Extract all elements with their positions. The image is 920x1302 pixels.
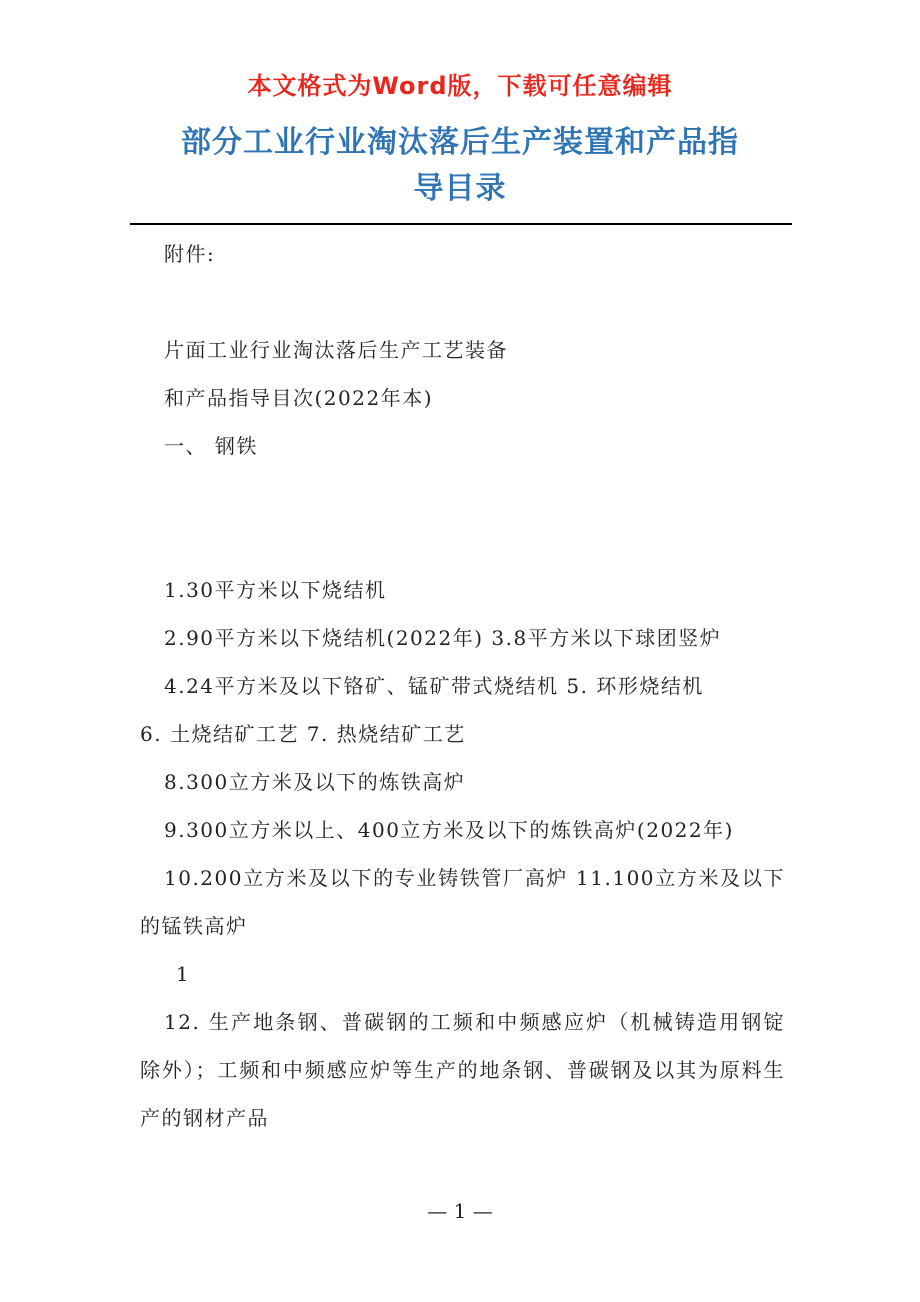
list-item: 10.200立方米及以下的专业铸铁管厂高炉 11.100立方米及以下的锰铁高炉 xyxy=(140,866,785,938)
word-format-banner: 本文格式为Word版，下载可任意编辑 xyxy=(247,72,673,100)
subtitle-line-2: 和产品指导目次(2022年本) xyxy=(164,386,434,410)
page-footer-number: — 1 — xyxy=(427,1199,493,1223)
list-item: 9.300立方米以上、400立方米及以下的炼铁高炉(2022年) xyxy=(164,818,734,842)
spacer xyxy=(140,470,785,566)
list-item: 6. 土烧结矿工艺 7. 热烧结矿工艺 xyxy=(140,722,466,746)
spacer xyxy=(140,278,785,326)
list-item: 4.24平方米及以下铬矿、锰矿带式烧结机 5. 环形烧结机 xyxy=(164,674,704,698)
subtitle-line-1: 片面工业行业淘汰落后生产工艺装备 xyxy=(164,338,508,362)
list-item: 12. 生产地条钢、普碳钢的工频和中频感应炉（机械铸造用钢锭除外）；工频和中频感应炉等生产的地条钢、普碳钢及以其为原料生产的钢材产品 xyxy=(140,1010,785,1130)
attachment-label: 附件: xyxy=(164,242,216,266)
document-body xyxy=(140,230,785,1142)
document-title xyxy=(130,120,790,212)
list-item: 2.90平方米以下烧结机(2022年) 3.8平方米以下球团竖炉 xyxy=(164,626,722,650)
title-line-2: 导目录 xyxy=(413,171,507,206)
list-item: 8.300立方米及以下的炼铁高炉 xyxy=(164,770,466,794)
title-divider xyxy=(130,223,792,225)
inline-page-number: 1 xyxy=(176,962,191,986)
list-item: 1.30平方米以下烧结机 xyxy=(164,578,387,602)
section-heading: 一、 钢铁 xyxy=(164,434,258,458)
title-line-1: 部分工业行业淘汰落后生产装置和产品指 xyxy=(181,125,739,160)
